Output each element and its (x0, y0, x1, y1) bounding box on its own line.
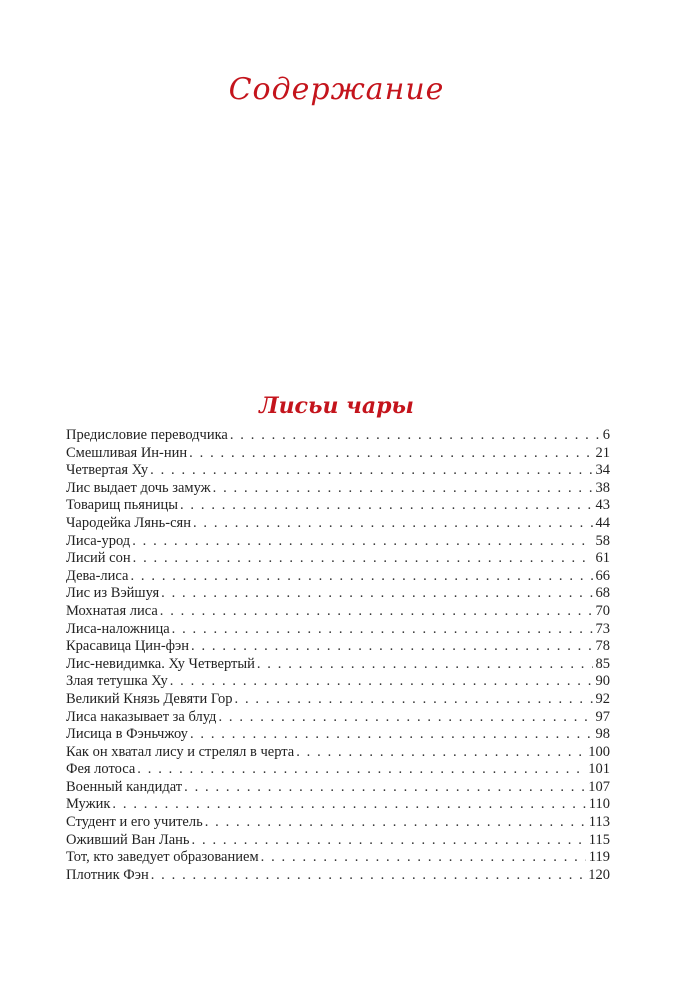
toc-entry-page-number: 34 (595, 462, 610, 479)
toc-entry-page-number: 78 (595, 638, 610, 655)
toc-entry (66, 497, 610, 515)
dot-leader (191, 638, 592, 656)
toc-entry-title: Фея лотоса (66, 761, 136, 778)
toc-entry-page-number: 38 (595, 479, 610, 496)
toc-entry-title: Лиса наказывает за блуд (66, 708, 217, 725)
dot-leader (189, 445, 592, 463)
dot-leader (161, 585, 592, 603)
dot-leader (184, 779, 585, 797)
toc-entry-title: Чародейка Лянь-сян (66, 514, 191, 531)
dot-leader (213, 480, 593, 498)
dot-leader (257, 656, 593, 674)
toc-entry-title: Лиса-наложница (66, 620, 170, 637)
toc-entry-page-number: 97 (595, 708, 610, 725)
toc-entry (66, 638, 610, 656)
toc-entry-page-number: 115 (588, 831, 610, 848)
toc-entry-page-number: 90 (595, 673, 610, 690)
toc-entry-title: Военный кандидат (66, 778, 183, 795)
toc-entry-page-number: 66 (595, 567, 610, 584)
dot-leader (112, 796, 585, 814)
toc-entry (66, 779, 610, 797)
dot-leader (218, 709, 592, 727)
toc-entry (66, 709, 610, 727)
toc-entry (66, 656, 610, 674)
dot-leader (261, 849, 586, 867)
toc-entry-page-number: 44 (595, 514, 610, 531)
toc-entry-title: Злая тетушка Ху (66, 673, 168, 690)
toc-entry-title: Оживший Ван Лань (66, 831, 190, 848)
toc-entry-page-number: 92 (595, 690, 610, 707)
toc-entry-page-number: 101 (588, 761, 610, 778)
toc-entry-title: Смешливая Ин-нин (66, 444, 188, 461)
toc-entry-title: Товарищ пьяницы (66, 497, 178, 514)
dot-leader (151, 867, 586, 885)
toc-entry-page-number: 73 (595, 620, 610, 637)
toc-entry (66, 585, 610, 603)
toc-entry-page-number: 107 (588, 778, 610, 795)
toc-entry (66, 568, 610, 586)
table-of-contents (66, 427, 610, 884)
toc-entry-title: Тот, кто заведует образованием (66, 849, 259, 866)
toc-entry-title: Великий Князь Девяти Гор (66, 690, 233, 707)
dot-leader (170, 673, 593, 691)
toc-entry-page-number: 119 (588, 849, 610, 866)
toc-entry (66, 814, 610, 832)
dot-leader (160, 603, 593, 621)
toc-entry-title: Лисий сон (66, 550, 131, 567)
toc-entry (66, 550, 610, 568)
toc-entry-page-number: 43 (595, 497, 610, 514)
dot-leader (130, 568, 592, 586)
toc-entry (66, 691, 610, 709)
toc-entry-title: Студент и его учитель (66, 814, 203, 831)
page-title: Содержание (228, 72, 445, 107)
toc-entry-page-number: 70 (595, 602, 610, 619)
toc-entry-page-number: 68 (595, 585, 610, 602)
toc-entry-title: Лисица в Фэньчжоу (66, 726, 188, 743)
toc-entry (66, 427, 610, 445)
dot-leader (296, 744, 585, 762)
toc-entry-title: Мохнатая лиса (66, 602, 158, 619)
dot-leader (193, 515, 593, 533)
toc-entry-page-number: 61 (595, 550, 610, 567)
dot-leader (150, 462, 592, 480)
toc-entry (66, 744, 610, 762)
toc-entry-title: Лиса-урод (66, 532, 131, 549)
dot-leader (230, 427, 600, 445)
toc-entry (66, 832, 610, 850)
toc-entry-title: Лис-невидимка. Ху Четвертый (66, 655, 255, 672)
toc-entry (66, 533, 610, 551)
toc-entry-title: Мужик (66, 796, 111, 813)
toc-entry-title: Красавица Цин-фэн (66, 638, 190, 655)
dot-leader (192, 832, 586, 850)
toc-entry-page-number: 21 (595, 444, 610, 461)
toc-entry-title: Предисловие переводчика (66, 427, 228, 443)
toc-entry-title: Лис выдает дочь замуж (66, 479, 211, 496)
toc-entry (66, 867, 610, 885)
dot-leader (205, 814, 586, 832)
toc-entry (66, 480, 610, 498)
dot-leader (137, 761, 585, 779)
toc-entry (66, 796, 610, 814)
toc-entry-page-number: 100 (588, 743, 610, 760)
toc-entry-page-number: 120 (588, 866, 610, 883)
dot-leader (132, 533, 592, 551)
toc-entry (66, 849, 610, 867)
toc-entry (66, 726, 610, 744)
toc-entry-title: Четвертая Ху (66, 462, 149, 479)
dot-leader (190, 726, 593, 744)
toc-entry-title: Как он хватал лису и стрелял в черта (66, 743, 295, 760)
toc-entry (66, 673, 610, 691)
toc-entry-page-number: 85 (595, 655, 610, 672)
toc-entry-title: Дева-лиса (66, 567, 129, 584)
toc-entry (66, 445, 610, 463)
dot-leader (235, 691, 593, 709)
toc-entry-page-number: 6 (602, 427, 610, 443)
dot-leader (172, 621, 593, 639)
toc-entry (66, 515, 610, 533)
toc-entry (66, 621, 610, 639)
toc-entry (66, 462, 610, 480)
section-title: Лисьи чары (259, 393, 414, 419)
toc-entry-title: Плотник Фэн (66, 866, 149, 883)
toc-entry (66, 603, 610, 621)
dot-leader (133, 550, 593, 568)
dot-leader (180, 497, 593, 515)
toc-entry-page-number: 98 (595, 726, 610, 743)
toc-entry-title: Лис из Вэйшуя (66, 585, 160, 602)
toc-entry (66, 761, 610, 779)
toc-entry-page-number: 58 (595, 532, 610, 549)
toc-entry-page-number: 113 (588, 814, 610, 831)
toc-entry-page-number: 110 (588, 796, 610, 813)
